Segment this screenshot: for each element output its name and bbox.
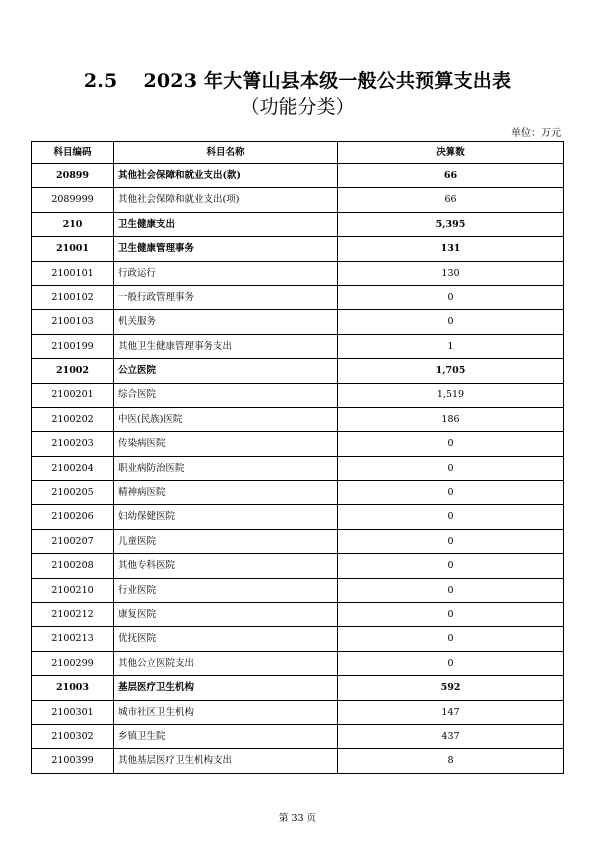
budget-table xyxy=(31,141,564,774)
cell-amount: 1,519 xyxy=(338,383,564,407)
page-title xyxy=(0,66,595,93)
cell-name: 儿童医院 xyxy=(114,529,338,553)
table-row xyxy=(32,724,564,748)
table-row xyxy=(32,383,564,407)
table-row xyxy=(32,188,564,212)
cell-name: 中医(民族)医院 xyxy=(114,407,338,431)
unit-note: 单位：万元 xyxy=(511,128,561,139)
cell-name: 公立医院 xyxy=(114,359,338,383)
cell-code: 2100212 xyxy=(32,603,114,627)
cell-name: 其他社会保障和就业支出(款) xyxy=(114,164,338,188)
table-row xyxy=(32,261,564,285)
cell-amount: 1,705 xyxy=(338,359,564,383)
cell-name: 乡镇卫生院 xyxy=(114,724,338,748)
table-row xyxy=(32,481,564,505)
cell-code: 210 xyxy=(32,212,114,236)
cell-name: 基层医疗卫生机构 xyxy=(114,676,338,700)
cell-name: 行政运行 xyxy=(114,261,338,285)
cell-name: 传染病医院 xyxy=(114,432,338,456)
cell-name: 卫生健康支出 xyxy=(114,212,338,236)
cell-code: 21002 xyxy=(32,359,114,383)
cell-amount: 0 xyxy=(338,505,564,529)
table-row xyxy=(32,407,564,431)
cell-amount: 131 xyxy=(338,237,564,261)
cell-amount: 147 xyxy=(338,700,564,724)
section-number: 2.5 xyxy=(83,70,118,92)
table-row xyxy=(32,456,564,480)
cell-amount: 186 xyxy=(338,407,564,431)
cell-code: 2100201 xyxy=(32,383,114,407)
cell-code: 2100102 xyxy=(32,285,114,309)
cell-code: 21003 xyxy=(32,676,114,700)
column-header-code: 科目编码 xyxy=(32,142,114,164)
cell-code: 2100399 xyxy=(32,749,114,773)
table-row xyxy=(32,310,564,334)
cell-amount: 0 xyxy=(338,651,564,675)
cell-amount: 8 xyxy=(338,749,564,773)
cell-name: 妇幼保健医院 xyxy=(114,505,338,529)
cell-code: 21001 xyxy=(32,237,114,261)
cell-amount: 0 xyxy=(338,603,564,627)
cell-name: 机关服务 xyxy=(114,310,338,334)
cell-name: 优抚医院 xyxy=(114,627,338,651)
table-row xyxy=(32,285,564,309)
cell-code: 2100199 xyxy=(32,334,114,358)
table-row xyxy=(32,554,564,578)
cell-amount: 0 xyxy=(338,554,564,578)
cell-amount: 0 xyxy=(338,456,564,480)
table-row xyxy=(32,676,564,700)
table-row xyxy=(32,237,564,261)
table-header-row xyxy=(32,142,564,164)
table-row xyxy=(32,627,564,651)
cell-code: 2089999 xyxy=(32,188,114,212)
cell-code: 2100210 xyxy=(32,578,114,602)
cell-amount: 0 xyxy=(338,578,564,602)
column-header-name: 科目名称 xyxy=(114,142,338,164)
cell-amount: 1 xyxy=(338,334,564,358)
cell-amount: 130 xyxy=(338,261,564,285)
table-row xyxy=(32,603,564,627)
cell-name: 其他基层医疗卫生机构支出 xyxy=(114,749,338,773)
cell-code: 2100204 xyxy=(32,456,114,480)
cell-amount: 437 xyxy=(338,724,564,748)
cell-name: 职业病防治医院 xyxy=(114,456,338,480)
cell-amount: 592 xyxy=(338,676,564,700)
cell-amount: 0 xyxy=(338,481,564,505)
cell-name: 精神病医院 xyxy=(114,481,338,505)
cell-code: 2100208 xyxy=(32,554,114,578)
cell-amount: 66 xyxy=(338,164,564,188)
table-row xyxy=(32,164,564,188)
cell-name: 其他卫生健康管理事务支出 xyxy=(114,334,338,358)
table-row xyxy=(32,529,564,553)
page-number: 第 33 页 xyxy=(278,813,317,824)
table-row xyxy=(32,505,564,529)
cell-name: 其他公立医院支出 xyxy=(114,651,338,675)
table-row xyxy=(32,700,564,724)
cell-amount: 5,395 xyxy=(338,212,564,236)
cell-name: 康复医院 xyxy=(114,603,338,627)
cell-code: 2100203 xyxy=(32,432,114,456)
cell-code: 2100302 xyxy=(32,724,114,748)
table-row xyxy=(32,212,564,236)
cell-amount: 0 xyxy=(338,529,564,553)
table-title: 2023 年大箐山县本级一般公共预算支出表 xyxy=(143,70,512,92)
table-row xyxy=(32,359,564,383)
cell-code: 2100301 xyxy=(32,700,114,724)
cell-code: 2100206 xyxy=(32,505,114,529)
table-row xyxy=(32,651,564,675)
cell-code: 2100207 xyxy=(32,529,114,553)
cell-name: 城市社区卫生机构 xyxy=(114,700,338,724)
cell-amount: 0 xyxy=(338,627,564,651)
table-subtitle: （功能分类） xyxy=(240,96,355,118)
cell-amount: 0 xyxy=(338,285,564,309)
cell-name: 综合医院 xyxy=(114,383,338,407)
column-header-amount: 决算数 xyxy=(338,142,564,164)
cell-name: 一般行政管理事务 xyxy=(114,285,338,309)
cell-code: 2100213 xyxy=(32,627,114,651)
cell-name: 其他社会保障和就业支出(项) xyxy=(114,188,338,212)
table-row xyxy=(32,578,564,602)
cell-amount: 0 xyxy=(338,310,564,334)
cell-code: 2100205 xyxy=(32,481,114,505)
cell-amount: 66 xyxy=(338,188,564,212)
cell-code: 2100202 xyxy=(32,407,114,431)
table-row xyxy=(32,749,564,773)
table-row xyxy=(32,432,564,456)
cell-name: 其他专科医院 xyxy=(114,554,338,578)
cell-amount: 0 xyxy=(338,432,564,456)
table-body xyxy=(32,164,564,774)
cell-code: 2100101 xyxy=(32,261,114,285)
table-row xyxy=(32,334,564,358)
cell-code: 2100103 xyxy=(32,310,114,334)
cell-name: 卫生健康管理事务 xyxy=(114,237,338,261)
cell-code: 20899 xyxy=(32,164,114,188)
cell-code: 2100299 xyxy=(32,651,114,675)
cell-name: 行业医院 xyxy=(114,578,338,602)
